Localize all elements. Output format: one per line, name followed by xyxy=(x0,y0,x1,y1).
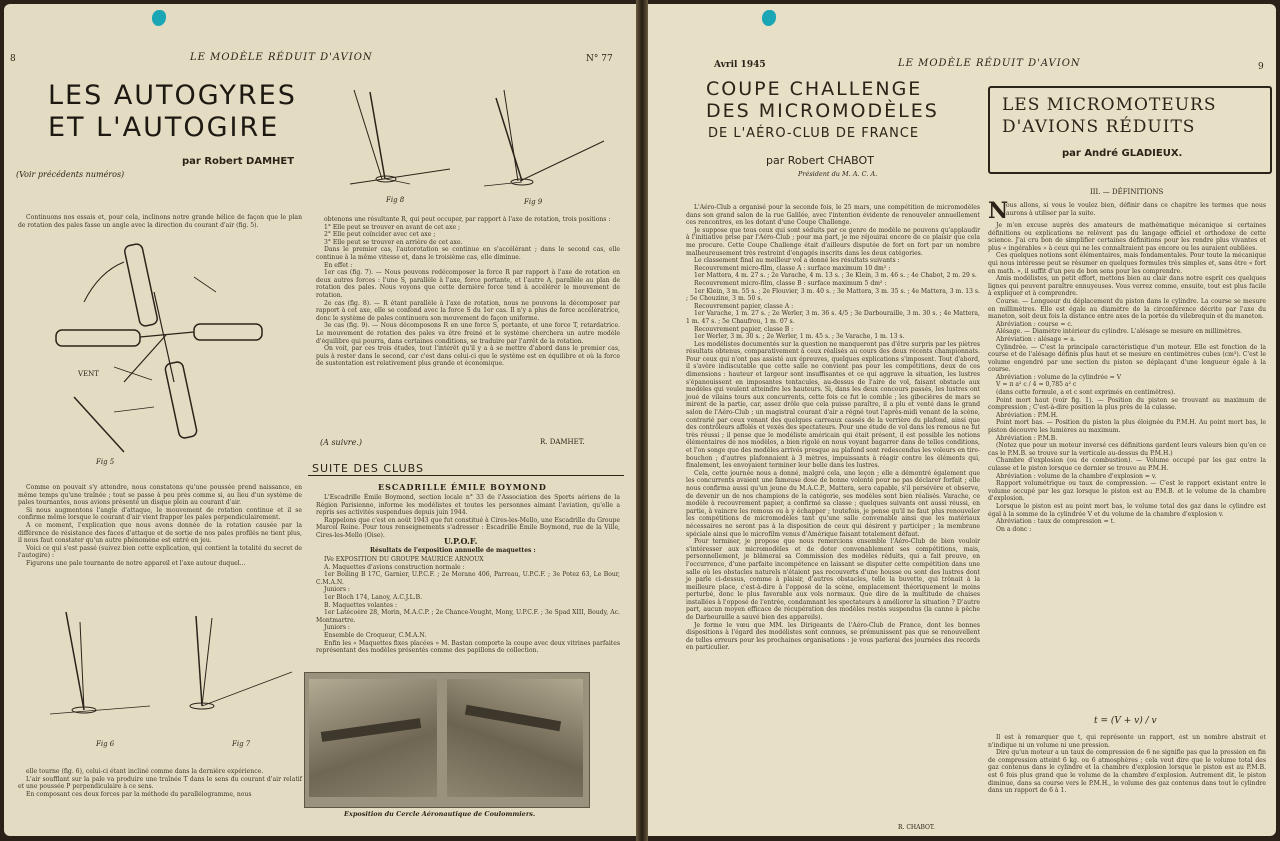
left-page xyxy=(4,4,636,836)
article-byline: par Robert DAMHET xyxy=(182,156,295,167)
page-number-right: 9 xyxy=(1258,62,1264,72)
drop-cap: N xyxy=(988,198,1009,224)
definitions-end-text: Il est à remarquer que t, qui représente un rapport, est un nombre abstrait et n'indique ni un volume ni une pression. Dire qu'un moteur a un taux de compression de 6 ne signifie pas que la pression en fin de compression atteint 6 kg. ou 6 atmosphères ; cela veut dire que le volume total des gaz contenus dans le cylindre et la chambre d'explosion lorsque le piston est au P.M.B. est 6 fois plus grand que le volume de la chambre d'explosion. Autrement dit, le piston diminue, dans sa course vers le P.M.H., le volume des gaz contenus dans tout le cylindre dans un rapport de 6 à 1. xyxy=(988,734,1266,795)
figure-9 xyxy=(474,86,614,216)
clubs-section-title: SUITE DES CLUBS xyxy=(312,462,424,475)
article-title xyxy=(48,80,297,144)
micromoteurs-title-box xyxy=(988,86,1272,174)
issue-number: N° 77 xyxy=(586,54,613,64)
running-head-right: LE MODÈLE RÉDUIT D'AVION xyxy=(898,58,1081,69)
page-number-left: 8 xyxy=(10,54,16,64)
micromoteurs-title-line1: LES MICROMOTEURS xyxy=(1002,95,1217,115)
coupe-title xyxy=(706,78,939,122)
club-2-name: U.P.O.F. xyxy=(444,536,478,546)
coupe-subtitle: DE L'AÉRO-CLUB DE FRANCE xyxy=(708,126,920,141)
ink-stain xyxy=(152,10,166,26)
fig-7-label: Fig 7 xyxy=(232,740,251,748)
club-2-text: IVe EXPOSITION DU GROUPE MAURICE ARNOUX A. Maquettes d'avions construction normale : 1er Boiling B 17C, Garnier, U.P.C.F. ; 2e Morane 406, Parreau, U.P.C.F. ; 3e Potez 63, Le Bour, C.M.A.N. Juniors : 1er Bloch 174, Lanoy, A.C.J.L.B. B. Maquettes volantes : 1er Latécoère 28, Morin, M.A.C.P. ; 2e Chance-Vought, Mony, U.P.C.F. ; 3e Spad XIII, Boudy, Ac. Montmartre. Juniors : Ensemble de Croqueur, C.M.A.N. Enfin les « Maquettes fixes placées » M. Bastan comporte la coupe avec deux vitrines parfaites représentant des modèles présentés comme des papillons de collection. xyxy=(316,556,620,655)
micromoteurs-byline: par André GLADIEUX. xyxy=(1062,148,1183,159)
club-1-text: L'Escadrille Émile Boymond, section locale n° 33 de l'Association des Sports aériens de la Région Parisienne, informe les modélistes et toutes les personnes aimant l'aviation, qu'elle a repris ses activités suspendues depuis juin 1944. Rappelons que c'est en août 1943 que fut constitué à Cires-les-Mello, une Escadrille du Groupe Marcel Reine. Pour tous renseignements s'adresser : Escadrille Émile Boymond, rue de la Ville, Cires-les-Mello (Oise). xyxy=(316,494,620,539)
clubs-rule xyxy=(308,475,624,476)
micromoteurs-title-line2: D'AVIONS RÉDUITS xyxy=(1002,117,1196,137)
figure-7 xyxy=(172,602,302,752)
figure-5 xyxy=(44,232,284,462)
micromoteurs-title xyxy=(1002,94,1216,138)
coupe-title-line1: COUPE CHALLENGE xyxy=(706,78,923,100)
coupe-title-line2: DES MICROMODÈLES xyxy=(706,100,939,122)
article-title-line1: LES AUTOGYRES xyxy=(48,80,297,111)
issue-date: Avril 1945 xyxy=(714,60,766,70)
coupe-byline: par Robert CHABOT xyxy=(766,154,874,167)
running-head-left: LE MODÈLE RÉDUIT D'AVION xyxy=(190,52,373,63)
club-2-subtitle: Résultats de l'exposition annuelle de maquettes : xyxy=(370,547,536,554)
figure-6 xyxy=(40,602,160,752)
exhibition-photo xyxy=(304,672,590,808)
fig-6-label: Fig 6 xyxy=(96,740,115,748)
club-1-name: ESCADRILLE ÉMILE BOYMOND xyxy=(378,482,547,492)
fig-5-label: Fig 5 xyxy=(96,458,115,466)
previous-issues-note: (Voir précédents numéros) xyxy=(16,170,125,179)
figure-8 xyxy=(340,84,460,214)
article-signature: R. DAMHET. xyxy=(540,438,585,446)
right-page xyxy=(648,4,1276,836)
column-1-end-text: elle tourne (fig. 6), celui-ci étant incliné comme dans la dernière expérience. L'air soufflant sur la pale va produire une traînée T dans le sens du courant d'air relatif et une poussée P perpendiculaire à ce sens. En composant ces deux forces par la méthode du parallélogramme, nous xyxy=(18,768,302,798)
ink-stain xyxy=(762,10,776,26)
coupe-author-role: Président du M. A. C. A. xyxy=(798,170,878,178)
photo-caption: Exposition du Cercle Aéronautique de Coulommiers. xyxy=(344,810,536,818)
to-be-continued: (A suivre.) xyxy=(320,438,362,447)
definitions-intro: ous allons, si vous le voulez bien, définir dans ce chapitre les termes que nous aurons à utiliser par la suite. xyxy=(1006,202,1266,217)
section-heading: III. — DÉFINITIONS xyxy=(1090,188,1164,196)
column-2-text: obtenons une résultante R, qui peut occuper, par rapport à l'axe de rotation, trois positions : 1° Elle peut se trouver en avant de cet axe ; 2° Elle peut coïncider avec cet axe ; 3° Elle peut se trouver en arrière de cet axe. Dans le premier cas, l'autorotation se continue en s'accélérant ; dans le second cas, elle continue à la même vitesse et, dans le troisième cas, elle diminue. En effet : 1er cas (fig. 7). — Nous pouvons redécomposer la force R par rapport à l'axe de rotation en deux autres forces : l'une S, parallèle à l'axe, force portante, et l'autre A, parallèle au plan de rotation des pales. Nous voyons que cette dernière force tend à accélérer le mouvement de rotation. 2e cas (fig. 8). — R étant parallèle à l'axe de rotation, nous ne pouvons la décomposer par rapport à cet axe, elle se confond avec la force S du 1er cas. Il n'y a plus de force accélératrice, donc le système de pales continuera son mouvement de façon uniforme. 3e cas (fig. 9). — Nous décomposons R en une force S, portante, et une force T, retardatrice. Le mouvement de rotation des pales va être freiné et le système cherchera un autre modèle d'équilibre qui pourra, dans certaines conditions, se traduire par l'arrêt de la rotation. On voit, par ces trois études, tout l'intérêt qu'il y a à se mettre d'abord dans le premier cas, puis à rester dans le second, car c'est dans celui-ci que le système est en équilibre et où la force de sustentation est relativement plus grande et économique. xyxy=(316,216,620,368)
book-gutter xyxy=(636,0,648,841)
column-1-text: Comme on pouvait s'y attendre, nous constatons qu'une poussée prend naissance, en même temps qu'une traînée ; tout se passe à peu près comme si, au lieu d'un système de pales tournantes, nous avions présenté un disque plein au courant d'air. Si nous augmentons l'angle d'attaque, le mouvement de rotation continue et il se confirme même lorsque le courant d'air vient frapper les pales perpendiculairement. A ce moment, l'explication que nous avons donnée de la rotation causée par la différence de résistance des faces d'attaque et de sortie de nos pales profilés ne tient plus, il nous faut constater qu'un autre phénomène est entré en jeu. Voici ce qui s'est passé (suivez bien cette explication, qui contient la totalité du secret de l'autogire) : Figurons une pale tournante de notre appareil et l'axe autour duquel... xyxy=(18,484,302,567)
fig-5-wind-label: VENT xyxy=(78,370,99,378)
fig-9-label: Fig 9 xyxy=(524,198,543,206)
coupe-article-text: L'Aéro-Club a organisé pour la seconde fois, le 25 mars, une compétition de micromodèles dans son grand salon de la rue Galilée, avec l'intention évidente de renouveler annuellement ces rencontres, en les dotant d'une Coupe Challenge. Je suppose que tous ceux qui sont séduits par ce genre de modèle ne pouvons qu'applaudir à l'initiative prise par l'Aéro-Club ; pour ma part, je me réjouirai encore de ce plaisir que cela me procure. Cette Coupe Challenge était d'ailleurs disputée de fort en fort par un nombre malheureusement très restreint d'engagés inscrits dans les deux catégories. Le classement final au meilleur vol a donné les résultats suivants : Recouvrement micro-film, classe A : surface maximum 10 dm² : 1er Mattera, 4 m. 27 s. ; 2e Varache, 4 m. 13 s. ; 3e Klein, 3 m. 46 s. ; 4e Chabot, 2 m. 29 s. Recouvrement micro-film, classe B : surface maximum 5 dm² : 1er Klein, 3 m. 55 s. ; 2e Flouvier, 3 m. 40 s. ; 3e Mattera, 3 m. 35 s. ; 4e Mattera, 3 m. 13 s. ; 5e Chouzine, 3 m. 50 s. Recouvrement papier, classe A : 1er Varache, 1 m. 27 s. ; 2e Werler, 3 m. 36 s. 4/5 ; 3e Darbouraille, 3 m. 30 s. ; 4e Mattera, 1 m. 47 s. ; 5e Chaufrou, 1 m. 07 s. Recouvrement papier, classe B : 1er Werler, 3 m. 30 s. ; 2e Werler, 1 m. 45 s. ; 3e Varache, 1 m. 13 s. Les modélistes documentés sur la question ne manqueront pas d'être surpris par les piètres résultats obtenus, comparativement à ceux réalisés au cours des deux récents championnats. Pour ceux qui n'ont pas assisté aux épreuves, quelques explications s'imposent. Tout d'abord, il s'avère indiscutable que cette salle ne convient pas pour les compétitions, deux de ces dimensions : hauteur et largeur sont insuffisantes et ce qui aggrave la situation, les lustres s'épanouissent en imposantes tentacules, au-dessus de l'aire de vol, faisant obstacle aux modèles qui veulent atteindre les hauteurs. Si, dans les deux concours passés, les lustres ont joué de vilains tours aux concurrents, cette fois ce fut le comble ; les gibecières de mars se mirent de la partie, car, assez drôle que cela puisse paraître, il a plu et venté dans le grand salon de l'Aéro-Club ; un magistral courant d'air a régné tout l'après-midi venant de la scène, contrarié par ceux venant des quelques carreaux cassés de la verrière du plafond, ainsi que des contrôleurs affolés et vexés des spectateurs. Pour une étude de vol dans les remous ne fut très réussi ; il pense que le modéliste américain qui était présent, il est possible les notions élémentaires de nos modèles, a bien rigolé en nous voyant bagarrer dans de telles conditions, et l'on songe que des modèles arrivés presque au plafond sont redescendus les voleurs en tire-bouchon ; d'autres plafonnaient à 3 mètres, impuissants à réagir contre les éléments qui, finalement, les envoyaient terminer leur belle dans les lustres. Cela, cette journée nous a donné, malgré cela, une leçon ; elle a démontré également que les concurrents avaient une fameuse dose de bonne volonté pour ne pas déclarer forfait ; elle nous confirma aussi qu'un jeune du M.A.C.P., Mattera, sera capable, s'il persévère et observe, de devenir un de nos champions de la catégorie, ses modèles sont bien réalisés. Varache, ce modèle à recouvrement papier, a confirmé sa classe ; quelques suivants ont aussi réussi, en partie, à vaincre les remous ou à y échapper ; toutefois, je pense qu'il ne faut plus renouveler les compétitions de micromodèles tant qu'une salle convenable ainsi que les matériaux nécessaires ne seront pas à la disposition de ceux qui désirent y participer ; la membrane spéciale ainsi que le microfilm venus d'Amérique faisant totalement défaut. Pour terminer, je propose que nous remercions ensemble l'Aéro-Club de bien vouloir s'intéresser aux micromodèles et de doter convenablement ses compétitions, mais, personnellement, je blâmerai sa Commission des modèles réduits, qui a fait preuve, en l'occurrence, d'une parfaite incompétence en laissant se disputer cette compétition dans une salle où les obstacles naturels n'étaient pas recouverts d'une housse ou sont des lustres dont je parle ci-dessus, comme à plaisir, d'autres obstacles, telle la buvette, qui trônait à la meilleure place, c'est-à-dire à l'opposé de la scène, emplacement théoriquement le moins perturbé, donc le plus favorable aux vols normaux. Que dire de la multitude de chaises installées à l'opposé de l'entrée, condamnant les spectateurs à améliorer la situation ? D'autre part, aucun moyen efficace de récupération des modèles restés suspendus (la canne à pêche de Darbouraille a sauvé bien des appareils). Je forme le vœu que MM. les Dirigeants de l'Aéro-Club de France, dont les bonnes dispositions à l'égard des modélistes sont connues, se prémunissent pas que se renouvellent de telles erreurs pour les prochaines organisations : je vous parlerai des journées des records en particulier. xyxy=(686,204,980,652)
intro-paragraph: Continuons nos essais et, pour cela, inclinons notre grande hélice de façon que le plan de rotation des pales fasse un angle avec la direction du courant d'air (fig. 5). xyxy=(18,214,302,229)
coupe-signature: R. CHABOT. xyxy=(898,824,935,831)
fig-8-label: Fig 8 xyxy=(386,196,405,204)
compression-formula: t = (V + v) / v xyxy=(1094,716,1157,726)
article-title-line2: ET L'AUTOGIRE xyxy=(48,112,280,143)
definitions-text: Je m'en excuse auprès des amateurs de mathématique mécanique si certaines définitions ou explications ne relèvent pas du langage officiel et orthodoxe de cette science. J'ai cru bon de simplifier certaines définitions pour les rendre plus vivantes et plus « ingérables » à ceux qui ne les connaîtraient pas encore ou les auraient oubliées. Ces quelques notions sont élémentaires, mais fondamentales. Pour toute la mécanique qui nous intéresse peut se résumer en quelques formules très simples et, sans être « fort en math. », il suffit d'un peu de bon sens pour les comprendre. Amis modélistes, un petit effort, mettons bien au clair dans notre esprit ces quelques lignes qui peuvent paraître ennuyeuses. Vous verrez comme, ensuite, tout est plus facile à expliquer et à comprendre. Course. — Longueur du déplacement du piston dans le cylindre. La course se mesure en millimètres. Elle est égale au diamètre de la circonférence décrite par l'axe du maneton, soit deux fois la distance entre axes de la portée du vilebrequin et du maneton. Abréviation : course = c. Alésage. — Diamètre intérieur du cylindre. L'alésage se mesure en millimètres. Abréviation : alésage = a. Cylindrée. — C'est la principale caractéristique d'un moteur. Elle est fonction de la course et de l'alésage définis plus haut et se mesure en centimètres cubes (cm³). C'est le volume engendré par une section du piston se déplaçant d'une longueur égale à la course. Abréviation : volume de la cylindrée = V V = π a² c / 4 = 0,785 a² c (dans cette formule, a et c sont exprimés en centimètres). Point mort haut (voir fig. 1). — Position du piston se trouvant au maximum de compression ; C'est-à-dire position la plus près de la culasse. Abréviation : P.M.H. Point mort bas. — Position du piston la plus éloignée du P.M.H. Au point mort bas, le piston découvre les lumières au maximum. Abréviation : P.M.B. (Notez que pour un moteur inversé ces définitions gardent leurs valeurs bien qu'en ce cas le P.M.B. se trouve sur la verticale au-dessus du P.M.H.) Chambre d'explosion (ou de combustion). — Volume occupé par les gaz entre la culasse et le piston lorsque ce dernier se trouve au P.M.H. Abréviation : volume de la chambre d'explosion = v. Rapport volumétrique ou taux de compression. — C'est le rapport existant entre le volume occupé par les gaz lorsque le piston est au P.M.B. et le volume de la chambre d'explosion. Lorsque le piston est au point mort bas, le volume total des gaz dans le cylindre est égal à la somme de la cylindrée V et du volume de la chambre d'explosion v. Abréviation : taux de compression = t. On a donc : xyxy=(988,222,1266,533)
